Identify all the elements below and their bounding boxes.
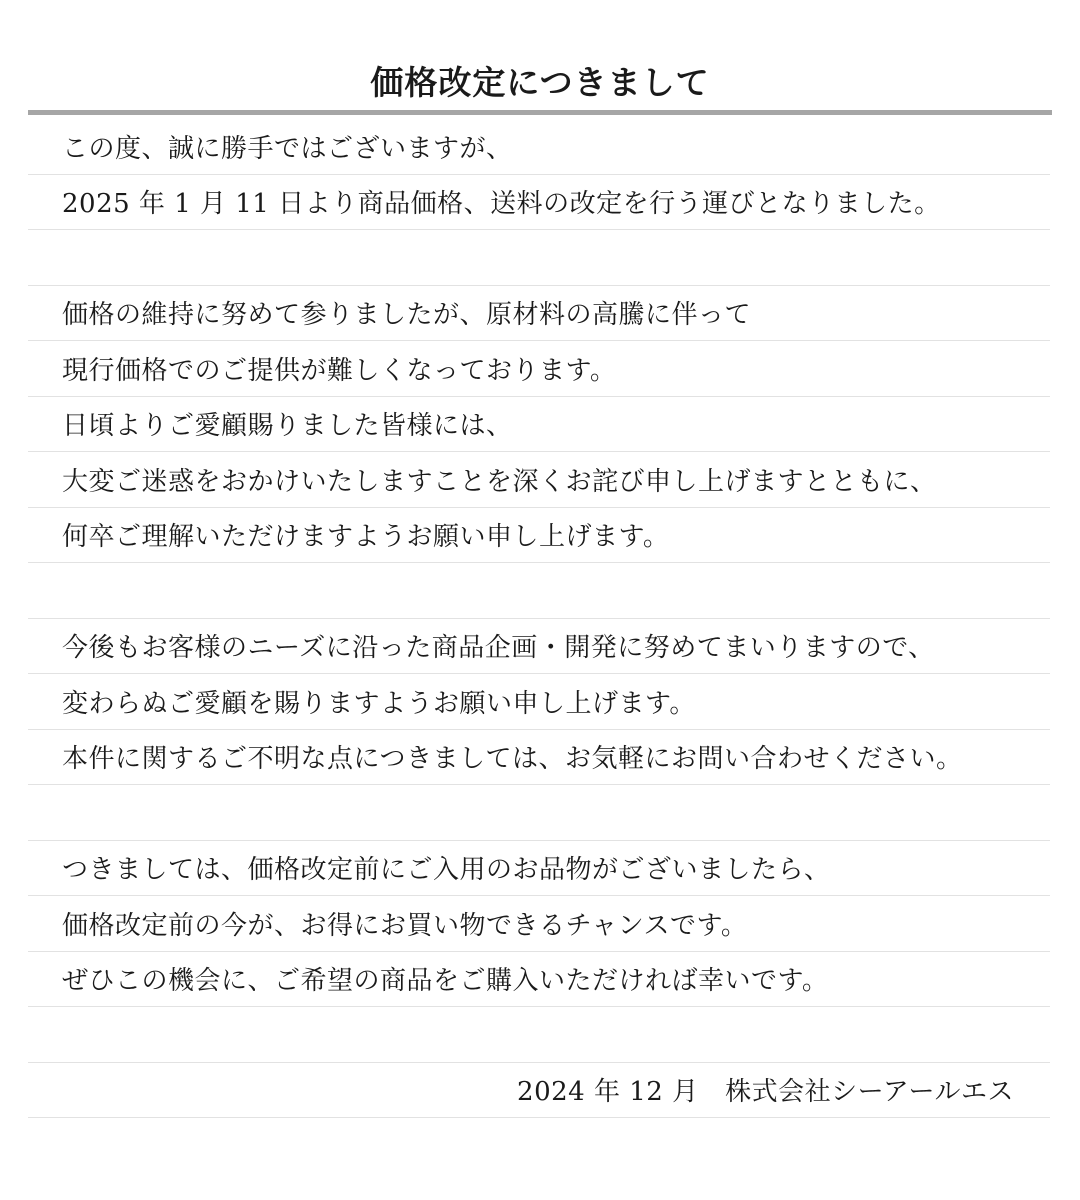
body-line [28, 730, 1050, 786]
body-line [28, 119, 1050, 175]
body-line [28, 508, 1050, 564]
body-line [28, 286, 1050, 342]
body-line [28, 341, 1050, 397]
blank-line [28, 785, 1050, 841]
body-line-text: 大変ご迷惑をおかけいたしますことを深くお詫び申し上げますとともに、 [62, 466, 937, 497]
body-line-text: ぜひこの機会に、ご希望の商品をご購入いただければ幸いです。 [62, 966, 829, 996]
body-line-text: 価格改定前の今が、お得にお買い物できるチャンスです。 [62, 910, 748, 941]
body-line [28, 841, 1050, 897]
body-line-text: 何卒ご理解いただけますようお願い申し上げます。 [62, 522, 670, 552]
body-line-text: 2025 年 1 月 11 日より商品価格、送料の改定を行う運びとなりました。 [62, 189, 941, 219]
body-line [28, 397, 1050, 453]
notice-body [28, 119, 1050, 1118]
body-line [28, 175, 1050, 231]
body-line-text: つきましては、価格改定前にご入用のお品物がございましたら、 [62, 855, 831, 885]
body-line-text: 今後もお客様のニーズに沿った商品企画・開発に努めてまいりますので、 [62, 633, 935, 663]
blank-line [28, 563, 1050, 619]
body-line [28, 452, 1050, 508]
body-line [28, 674, 1050, 730]
body-line [28, 952, 1050, 1008]
body-line-text: 現行価格でのご提供が難しくなっております。 [62, 355, 617, 386]
blank-line [28, 230, 1050, 286]
body-line-text: 変わらぬご愛顧を賜りますようお願い申し上げます。 [62, 688, 696, 719]
body-line [28, 896, 1050, 952]
signature: 2024 年 12 月 株式会社シーアールエス [517, 1077, 1014, 1107]
body-line-text: この度、誠に勝手ではございますが、 [62, 133, 513, 164]
title-divider [28, 110, 1052, 115]
body-line-text: 本件に関するご不明な点につきましては、お気軽にお問い合わせください。 [62, 744, 963, 774]
page-title: 価格改定につきまして [370, 63, 710, 102]
body-line-text: 日頃よりご愛顧賜りました皆様には、 [62, 411, 513, 441]
blank-line [28, 1007, 1050, 1063]
body-line [28, 619, 1050, 675]
signature-line [28, 1063, 1050, 1119]
body-line-text: 価格の維持に努めて参りましたが、原材料の高騰に伴って [62, 300, 752, 330]
